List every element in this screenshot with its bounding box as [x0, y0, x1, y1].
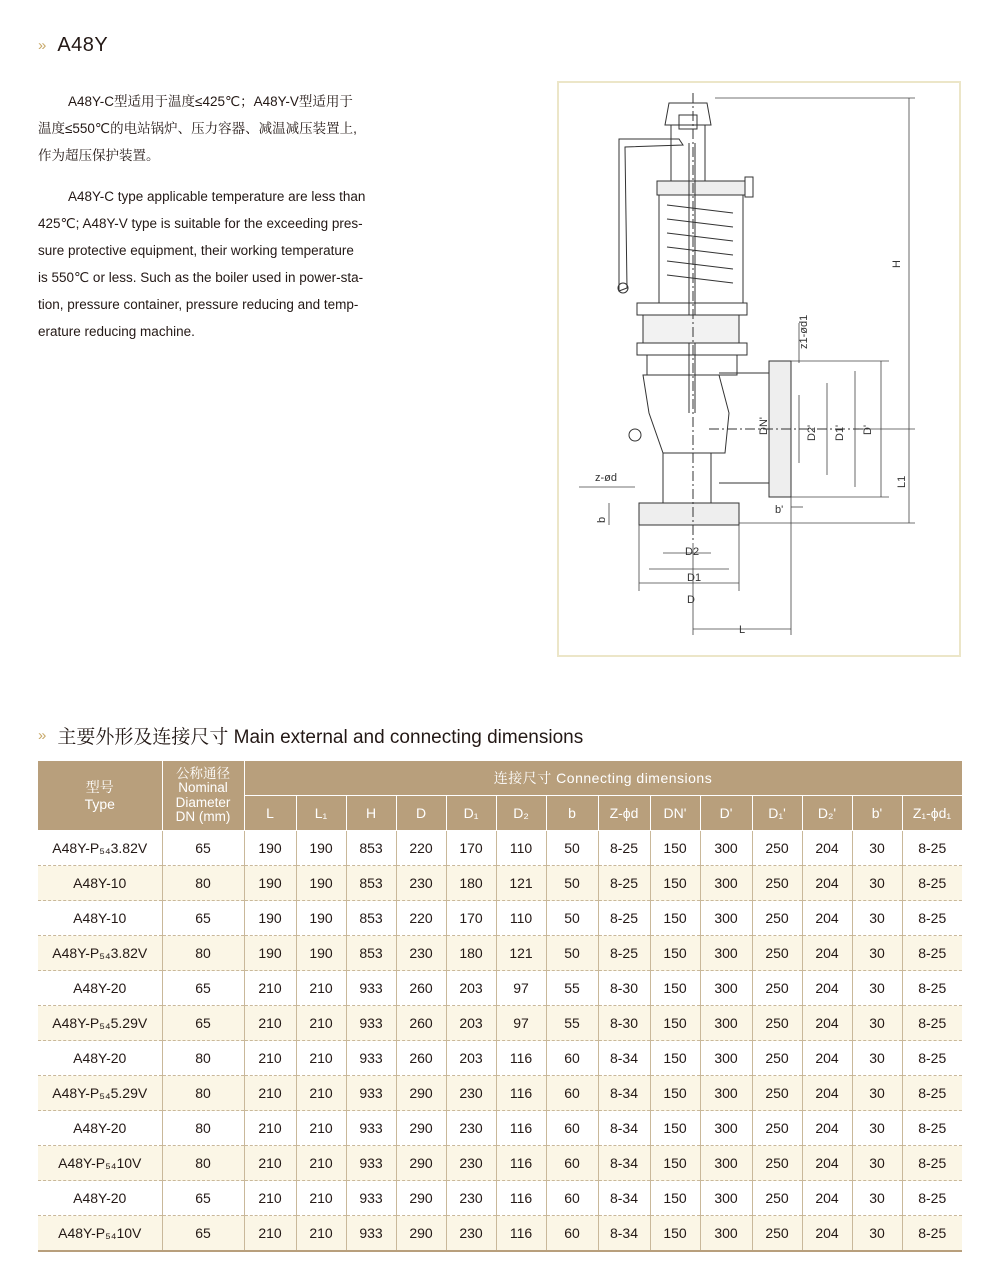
- value-cell: 150: [650, 1216, 700, 1252]
- type-header: [38, 761, 162, 831]
- label-D-prime: D': [862, 424, 874, 435]
- column-header: D₁': [752, 796, 802, 831]
- value-cell: 250: [752, 1216, 802, 1252]
- value-cell: 300: [700, 1216, 752, 1252]
- desc-en-line: tion, pressure container, pressure reducing and temp-: [38, 297, 359, 312]
- value-cell: 853: [346, 866, 396, 901]
- value-cell: 8-25: [902, 1041, 962, 1076]
- upper-housing: [671, 125, 705, 185]
- value-cell: 8-34: [598, 1076, 650, 1111]
- value-cell: 230: [446, 1146, 496, 1181]
- value-cell: 190: [296, 901, 346, 936]
- value-cell: 210: [296, 1146, 346, 1181]
- table-row: [38, 936, 962, 971]
- value-cell: 116: [496, 1041, 546, 1076]
- table-row: [38, 971, 962, 1006]
- value-cell: 150: [650, 936, 700, 971]
- label-D2: D2: [685, 546, 700, 558]
- value-cell: 60: [546, 1041, 598, 1076]
- value-cell: 220: [396, 901, 446, 936]
- label-z1-phi-d1: z1-ød1: [798, 314, 810, 349]
- label-L1: L1: [896, 475, 908, 488]
- value-cell: 203: [446, 1041, 496, 1076]
- type-cell: A48Y-P₅₄10V: [38, 1146, 162, 1181]
- guide: [647, 355, 737, 375]
- label-D1-prime: D1': [834, 424, 846, 441]
- value-cell: 190: [244, 936, 296, 971]
- value-cell: 260: [396, 1041, 446, 1076]
- table-row: [38, 1041, 962, 1076]
- value-cell: 853: [346, 901, 396, 936]
- value-cell: 60: [546, 1146, 598, 1181]
- column-header: H: [346, 796, 396, 831]
- value-cell: 300: [700, 1181, 752, 1216]
- label-D1: D1: [687, 572, 702, 584]
- value-cell: 190: [296, 831, 346, 866]
- value-cell: 250: [752, 1006, 802, 1041]
- type-cell: A48Y-10: [38, 866, 162, 901]
- value-cell: 933: [346, 1216, 396, 1252]
- label-D2-prime: D2': [806, 424, 818, 441]
- value-cell: 30: [852, 1146, 902, 1181]
- label-L: L: [739, 624, 746, 636]
- upper-flange: [657, 181, 745, 195]
- value-cell: 204: [802, 901, 852, 936]
- table-row: [38, 1216, 962, 1252]
- value-cell: 300: [700, 1041, 752, 1076]
- dimensions-table: [38, 761, 963, 1252]
- value-cell: 65: [162, 901, 244, 936]
- connecting-dimensions-header: 连接尺寸 Connecting dimensions: [244, 761, 962, 796]
- value-cell: 210: [244, 1041, 296, 1076]
- value-cell: 116: [496, 1111, 546, 1146]
- value-cell: 97: [496, 971, 546, 1006]
- value-cell: 30: [852, 971, 902, 1006]
- product-title: A48Y: [57, 34, 109, 56]
- column-header: D₁: [446, 796, 496, 831]
- value-cell: 65: [162, 1006, 244, 1041]
- dimensions-heading: [38, 722, 583, 749]
- dn-header-line: DN (mm): [175, 809, 231, 824]
- value-cell: 250: [752, 901, 802, 936]
- type-header-en: Type: [84, 795, 115, 812]
- desc-en-line: A48Y-C type applicable temperature are less than: [68, 189, 366, 204]
- table-row: [38, 1181, 962, 1216]
- value-cell: 8-25: [902, 1006, 962, 1041]
- value-cell: 8-30: [598, 1006, 650, 1041]
- value-cell: 60: [546, 1111, 598, 1146]
- type-cell: A48Y-P₅₄3.82V: [38, 936, 162, 971]
- inlet-flange: [639, 503, 739, 525]
- value-cell: 30: [852, 1076, 902, 1111]
- value-cell: 8-34: [598, 1146, 650, 1181]
- value-cell: 300: [700, 971, 752, 1006]
- value-cell: 230: [446, 1216, 496, 1252]
- column-header: D₂: [496, 796, 546, 831]
- value-cell: 30: [852, 1216, 902, 1252]
- value-cell: 204: [802, 1181, 852, 1216]
- value-cell: 150: [650, 1111, 700, 1146]
- value-cell: 30: [852, 936, 902, 971]
- value-cell: 121: [496, 936, 546, 971]
- value-cell: 290: [396, 1076, 446, 1111]
- value-cell: 250: [752, 971, 802, 1006]
- value-cell: 933: [346, 971, 396, 1006]
- value-cell: 300: [700, 901, 752, 936]
- table-row: [38, 1111, 962, 1146]
- value-cell: 204: [802, 971, 852, 1006]
- column-header: DN': [650, 796, 700, 831]
- value-cell: 60: [546, 1216, 598, 1252]
- value-cell: 50: [546, 901, 598, 936]
- value-cell: 290: [396, 1181, 446, 1216]
- value-cell: 8-25: [598, 866, 650, 901]
- desc-en-line: is 550℃ or less. Such as the boiler used in power-sta-: [38, 270, 364, 285]
- value-cell: 250: [752, 831, 802, 866]
- desc-cn-line: 作为超压保护装置。: [38, 148, 160, 163]
- value-cell: 116: [496, 1146, 546, 1181]
- value-cell: 30: [852, 866, 902, 901]
- value-cell: 170: [446, 901, 496, 936]
- value-cell: 121: [496, 866, 546, 901]
- desc-en-line: 425℃; A48Y-V type is suitable for the exceeding pres-: [38, 216, 363, 231]
- value-cell: 50: [546, 831, 598, 866]
- value-cell: 300: [700, 1111, 752, 1146]
- label-D: D: [687, 594, 695, 606]
- value-cell: 290: [396, 1146, 446, 1181]
- column-header: D₂': [802, 796, 852, 831]
- value-cell: 190: [244, 901, 296, 936]
- label-b-prime: b': [775, 504, 784, 516]
- value-cell: 65: [162, 1181, 244, 1216]
- value-cell: 8-25: [902, 1181, 962, 1216]
- value-cell: 210: [296, 971, 346, 1006]
- value-cell: 8-30: [598, 971, 650, 1006]
- value-cell: 290: [396, 1111, 446, 1146]
- value-cell: 8-25: [902, 936, 962, 971]
- value-cell: 8-25: [902, 971, 962, 1006]
- value-cell: 8-34: [598, 1181, 650, 1216]
- value-cell: 30: [852, 1006, 902, 1041]
- column-header: L: [244, 796, 296, 831]
- value-cell: 230: [446, 1181, 496, 1216]
- type-header-cn: 型号: [85, 778, 114, 795]
- value-cell: 150: [650, 971, 700, 1006]
- value-cell: 50: [546, 866, 598, 901]
- column-header: D: [396, 796, 446, 831]
- value-cell: 8-25: [902, 1111, 962, 1146]
- upper-nut: [745, 177, 753, 197]
- value-cell: 80: [162, 866, 244, 901]
- value-cell: 250: [752, 1076, 802, 1111]
- dn-header-line: Nominal: [178, 780, 228, 795]
- value-cell: 210: [244, 1181, 296, 1216]
- spring-cage: [659, 195, 743, 303]
- value-cell: 250: [752, 1041, 802, 1076]
- value-cell: 150: [650, 866, 700, 901]
- value-cell: 65: [162, 831, 244, 866]
- value-cell: 260: [396, 971, 446, 1006]
- value-cell: 116: [496, 1181, 546, 1216]
- value-cell: 204: [802, 1146, 852, 1181]
- value-cell: 30: [852, 831, 902, 866]
- value-cell: 80: [162, 1076, 244, 1111]
- value-cell: 30: [852, 1041, 902, 1076]
- type-cell: A48Y-20: [38, 1041, 162, 1076]
- value-cell: 8-25: [598, 831, 650, 866]
- value-cell: 210: [244, 1076, 296, 1111]
- column-header: b: [546, 796, 598, 831]
- value-cell: 190: [296, 866, 346, 901]
- value-cell: 8-25: [902, 901, 962, 936]
- value-cell: 8-34: [598, 1041, 650, 1076]
- value-cell: 210: [296, 1041, 346, 1076]
- type-cell: A48Y-20: [38, 971, 162, 1006]
- value-cell: 8-25: [902, 1216, 962, 1252]
- value-cell: 203: [446, 1006, 496, 1041]
- value-cell: 933: [346, 1006, 396, 1041]
- value-cell: 204: [802, 866, 852, 901]
- value-cell: 210: [244, 1146, 296, 1181]
- table-row: [38, 1076, 962, 1111]
- value-cell: 230: [396, 936, 446, 971]
- value-cell: 8-25: [902, 866, 962, 901]
- value-cell: 210: [296, 1111, 346, 1146]
- table-row: [38, 1146, 962, 1181]
- label-DN-prime: DN': [758, 417, 770, 435]
- value-cell: 30: [852, 1181, 902, 1216]
- value-cell: 204: [802, 831, 852, 866]
- value-cell: 150: [650, 1076, 700, 1111]
- value-cell: 190: [244, 866, 296, 901]
- value-cell: 8-34: [598, 1111, 650, 1146]
- label-H: H: [891, 260, 903, 268]
- value-cell: 150: [650, 901, 700, 936]
- value-cell: 65: [162, 1216, 244, 1252]
- value-cell: 55: [546, 971, 598, 1006]
- cap-nut: [679, 115, 697, 129]
- value-cell: 250: [752, 1111, 802, 1146]
- valve-drawing: [559, 83, 959, 655]
- value-cell: 853: [346, 936, 396, 971]
- type-cell: A48Y-P₅₄10V: [38, 1216, 162, 1252]
- value-cell: 116: [496, 1076, 546, 1111]
- desc-en-line: erature reducing machine.: [38, 324, 195, 339]
- value-cell: 300: [700, 936, 752, 971]
- table-row: [38, 901, 962, 936]
- type-cell: A48Y-P₅₄5.29V: [38, 1006, 162, 1041]
- value-cell: 150: [650, 1146, 700, 1181]
- label-b: b: [596, 516, 608, 523]
- value-cell: 30: [852, 901, 902, 936]
- value-cell: 80: [162, 1041, 244, 1076]
- value-cell: 8-25: [902, 1076, 962, 1111]
- value-cell: 8-25: [902, 831, 962, 866]
- value-cell: 210: [296, 1006, 346, 1041]
- dn-header-line: 公称通径: [176, 765, 230, 781]
- value-cell: 190: [244, 831, 296, 866]
- value-cell: 210: [244, 971, 296, 1006]
- type-cell: A48Y-P₅₄5.29V: [38, 1076, 162, 1111]
- desc-cn-line: A48Y-C型适用于温度≤425℃；A48Y-V型适用于: [68, 94, 353, 109]
- desc-cn-line: 温度≤550℃的电站锅炉、压力容器、减温减压装置上,: [38, 121, 357, 136]
- value-cell: 204: [802, 1111, 852, 1146]
- drain-plug: [629, 429, 641, 441]
- desc-en-line: sure protective equipment, their working temperature: [38, 243, 354, 258]
- value-cell: 250: [752, 866, 802, 901]
- value-cell: 210: [296, 1216, 346, 1252]
- value-cell: 110: [496, 901, 546, 936]
- bonnet-flange-bottom: [637, 343, 747, 355]
- value-cell: 8-25: [598, 901, 650, 936]
- value-cell: 65: [162, 971, 244, 1006]
- value-cell: 300: [700, 1146, 752, 1181]
- dimensions-title: 主要外形及连接尺寸 Main external and connecting dimensions: [57, 727, 584, 748]
- valve-drawing-frame: [557, 81, 961, 657]
- value-cell: 150: [650, 1006, 700, 1041]
- value-cell: 204: [802, 936, 852, 971]
- column-header: Z₁-ϕd₁: [902, 796, 962, 831]
- value-cell: 230: [446, 1076, 496, 1111]
- value-cell: 60: [546, 1181, 598, 1216]
- type-cell: A48Y-20: [38, 1181, 162, 1216]
- label-z-phi-d: z-ød: [595, 472, 617, 484]
- value-cell: 230: [446, 1111, 496, 1146]
- value-cell: 933: [346, 1111, 396, 1146]
- value-cell: 300: [700, 1076, 752, 1111]
- value-cell: 210: [296, 1181, 346, 1216]
- value-cell: 290: [396, 1216, 446, 1252]
- value-cell: 203: [446, 971, 496, 1006]
- bonnet-cap: [665, 103, 711, 125]
- value-cell: 204: [802, 1041, 852, 1076]
- table-row: [38, 831, 962, 866]
- bonnet: [643, 315, 739, 343]
- value-cell: 170: [446, 831, 496, 866]
- description-cn: [38, 88, 390, 169]
- value-cell: 8-25: [598, 936, 650, 971]
- value-cell: 210: [244, 1111, 296, 1146]
- value-cell: 190: [296, 936, 346, 971]
- table-body: [38, 831, 962, 1252]
- value-cell: 204: [802, 1216, 852, 1252]
- value-cell: 60: [546, 1076, 598, 1111]
- title-heading: [38, 34, 108, 57]
- value-cell: 300: [700, 831, 752, 866]
- value-cell: 55: [546, 1006, 598, 1041]
- spring-coils: [667, 205, 733, 283]
- value-cell: 116: [496, 1216, 546, 1252]
- value-cell: 204: [802, 1076, 852, 1111]
- value-cell: 204: [802, 1006, 852, 1041]
- value-cell: 150: [650, 1181, 700, 1216]
- value-cell: 250: [752, 1146, 802, 1181]
- value-cell: 933: [346, 1076, 396, 1111]
- type-cell: A48Y-20: [38, 1111, 162, 1146]
- description-en: [38, 183, 390, 345]
- chevron-right-icon: »: [38, 727, 46, 744]
- column-header: b': [852, 796, 902, 831]
- value-cell: 8-25: [902, 1146, 962, 1181]
- value-cell: 110: [496, 831, 546, 866]
- table-row: [38, 1006, 962, 1041]
- dn-header-line: Diameter: [175, 794, 231, 810]
- value-cell: 80: [162, 1146, 244, 1181]
- bonnet-flange-top: [637, 303, 747, 315]
- column-header: D': [700, 796, 752, 831]
- valve-body: [643, 375, 729, 453]
- value-cell: 150: [650, 1041, 700, 1076]
- value-cell: 933: [346, 1146, 396, 1181]
- value-cell: 210: [244, 1006, 296, 1041]
- chevron-right-icon: »: [38, 37, 46, 54]
- value-cell: 80: [162, 1111, 244, 1146]
- type-cell: A48Y-10: [38, 901, 162, 936]
- value-cell: 8-34: [598, 1216, 650, 1252]
- value-cell: 180: [446, 936, 496, 971]
- value-cell: 933: [346, 1041, 396, 1076]
- value-cell: 50: [546, 936, 598, 971]
- value-cell: 300: [700, 866, 752, 901]
- value-cell: 230: [396, 866, 446, 901]
- column-header: Z-ϕd: [598, 796, 650, 831]
- table-row: [38, 866, 962, 901]
- value-cell: 933: [346, 1181, 396, 1216]
- value-cell: 210: [296, 1076, 346, 1111]
- value-cell: 220: [396, 831, 446, 866]
- value-cell: 250: [752, 1181, 802, 1216]
- value-cell: 180: [446, 866, 496, 901]
- type-cell: A48Y-P₅₄3.82V: [38, 831, 162, 866]
- value-cell: 30: [852, 1111, 902, 1146]
- value-cell: 150: [650, 831, 700, 866]
- value-cell: 853: [346, 831, 396, 866]
- value-cell: 210: [244, 1216, 296, 1252]
- lift-lever: [619, 139, 683, 291]
- column-header: L₁: [296, 796, 346, 831]
- dn-header: [162, 761, 244, 831]
- value-cell: 250: [752, 936, 802, 971]
- value-cell: 80: [162, 936, 244, 971]
- value-cell: 97: [496, 1006, 546, 1041]
- value-cell: 300: [700, 1006, 752, 1041]
- value-cell: 260: [396, 1006, 446, 1041]
